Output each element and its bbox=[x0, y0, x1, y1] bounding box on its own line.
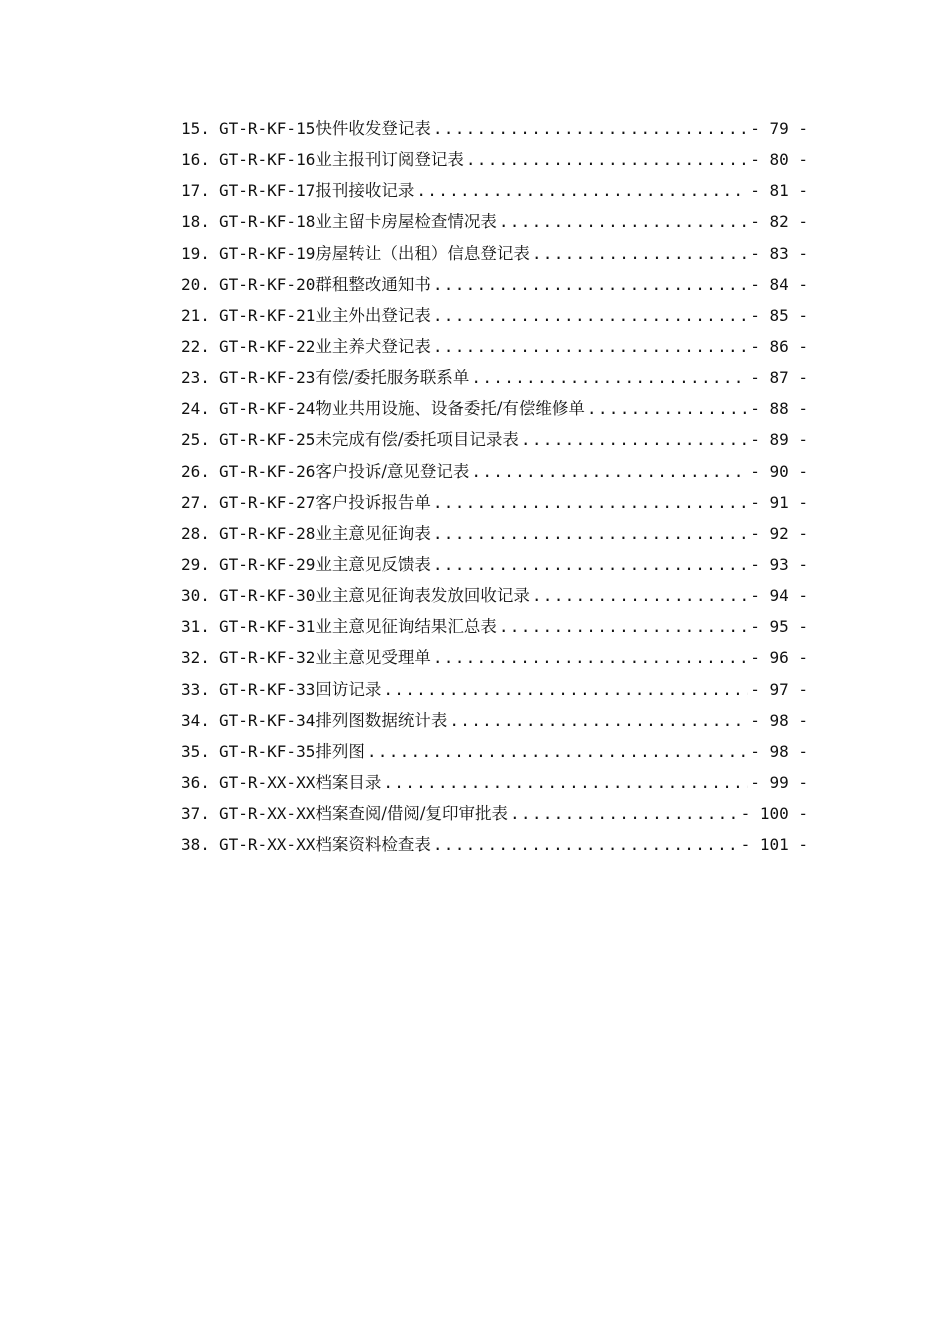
entry-code: GT-R-KF-23 bbox=[219, 368, 316, 388]
table-of-contents bbox=[181, 113, 808, 860]
toc-entry[interactable] bbox=[181, 424, 808, 455]
toc-entry[interactable] bbox=[181, 767, 808, 798]
toc-entry[interactable] bbox=[181, 362, 808, 393]
toc-entry[interactable] bbox=[181, 206, 808, 237]
entry-page: - 90 - bbox=[750, 461, 808, 481]
toc-entry[interactable] bbox=[181, 456, 808, 487]
entry-number: 16. bbox=[181, 150, 210, 170]
entry-title: 档案资料检查表 bbox=[315, 835, 431, 855]
dot-leader bbox=[471, 456, 748, 487]
entry-page: - 99 - bbox=[750, 772, 808, 792]
entry-code: GT-R-KF-25 bbox=[219, 430, 316, 450]
entry-page: - 96 - bbox=[750, 648, 808, 668]
toc-entry[interactable] bbox=[181, 238, 808, 269]
entry-title: 排列图 bbox=[315, 741, 365, 761]
dot-leader bbox=[367, 736, 748, 767]
entry-number: 28. bbox=[181, 523, 210, 543]
dot-leader bbox=[416, 175, 748, 206]
entry-code: GT-R-KF-21 bbox=[219, 305, 316, 325]
entry-number: 18. bbox=[181, 212, 210, 232]
entry-code: GT-R-KF-27 bbox=[219, 492, 316, 512]
entry-title: 业主意见反馈表 bbox=[315, 554, 431, 574]
entry-page: - 94 - bbox=[750, 586, 808, 606]
entry-title: 业主意见征询表 bbox=[315, 523, 431, 543]
dot-leader bbox=[433, 269, 748, 300]
entry-page: - 85 - bbox=[750, 305, 808, 325]
toc-entry[interactable] bbox=[181, 113, 808, 144]
entry-title: 业主意见征询结果汇总表 bbox=[315, 617, 497, 637]
entry-number: 27. bbox=[181, 492, 210, 512]
entry-code: GT-R-XX-XX bbox=[219, 804, 316, 824]
entry-number: 17. bbox=[181, 181, 210, 201]
entry-code: GT-R-KF-33 bbox=[219, 679, 316, 699]
entry-title: 回访记录 bbox=[315, 679, 382, 699]
entry-title: 业主留卡房屋检查情况表 bbox=[315, 212, 497, 232]
entry-page: - 79 - bbox=[750, 119, 808, 138]
entry-page: - 101 - bbox=[740, 835, 808, 855]
dot-leader bbox=[433, 829, 739, 860]
entry-page: - 97 - bbox=[750, 679, 808, 699]
toc-entry[interactable] bbox=[181, 269, 808, 300]
toc-entry[interactable] bbox=[181, 393, 808, 424]
entry-title: 排列图数据统计表 bbox=[315, 710, 448, 730]
entry-code: GT-R-XX-XX bbox=[219, 772, 316, 792]
toc-entry[interactable] bbox=[181, 736, 808, 767]
entry-page: - 81 - bbox=[750, 181, 808, 201]
entry-number: 35. bbox=[181, 741, 210, 761]
toc-entry[interactable] bbox=[181, 331, 808, 362]
entry-page: - 92 - bbox=[750, 523, 808, 543]
entry-title: 报刊接收记录 bbox=[315, 181, 415, 201]
entry-code: GT-R-KF-34 bbox=[219, 710, 316, 730]
entry-number: 23. bbox=[181, 368, 210, 388]
toc-entry[interactable] bbox=[181, 674, 808, 705]
entry-page: - 80 - bbox=[750, 150, 808, 170]
dot-leader bbox=[433, 300, 748, 331]
toc-entry[interactable] bbox=[181, 705, 808, 736]
entry-number: 29. bbox=[181, 554, 210, 574]
entry-title: 档案查阅/借阅/复印审批表 bbox=[315, 804, 508, 824]
dot-leader bbox=[433, 518, 748, 549]
dot-leader bbox=[383, 767, 748, 798]
toc-entry[interactable] bbox=[181, 642, 808, 673]
entry-page: - 87 - bbox=[750, 368, 808, 388]
entry-title: 客户投诉/意见登记表 bbox=[315, 461, 470, 481]
entry-number: 31. bbox=[181, 617, 210, 637]
entry-code: GT-R-KF-32 bbox=[219, 648, 316, 668]
entry-page: - 89 - bbox=[750, 430, 808, 450]
entry-page: - 98 - bbox=[750, 710, 808, 730]
entry-page: - 100 - bbox=[740, 804, 808, 824]
entry-title: 客户投诉报告单 bbox=[315, 492, 431, 512]
entry-title: 业主外出登记表 bbox=[315, 305, 431, 325]
entry-number: 21. bbox=[181, 305, 210, 325]
dot-leader bbox=[449, 705, 748, 736]
entry-number: 36. bbox=[181, 772, 210, 792]
entry-title: 业主意见征询表发放回收记录 bbox=[315, 586, 530, 606]
entry-number: 30. bbox=[181, 586, 210, 606]
entry-page: - 98 - bbox=[750, 741, 808, 761]
entry-code: GT-R-KF-31 bbox=[219, 617, 316, 637]
entry-number: 20. bbox=[181, 274, 210, 294]
entry-code: GT-R-KF-17 bbox=[219, 181, 316, 201]
entry-title: 档案目录 bbox=[315, 772, 382, 792]
entry-number: 22. bbox=[181, 336, 210, 356]
entry-number: 26. bbox=[181, 461, 210, 481]
entry-title: 未完成有偿/委托项目记录表 bbox=[315, 430, 519, 450]
entry-title: 房屋转让（出租）信息登记表 bbox=[315, 243, 530, 263]
entry-code: GT-R-KF-26 bbox=[219, 461, 316, 481]
entry-number: 24. bbox=[181, 399, 210, 419]
dot-leader bbox=[499, 611, 748, 642]
entry-number: 38. bbox=[181, 835, 210, 855]
dot-leader bbox=[532, 580, 748, 611]
entry-code: GT-R-KF-29 bbox=[219, 554, 316, 574]
dot-leader bbox=[510, 798, 739, 829]
entry-code: GT-R-KF-24 bbox=[219, 399, 316, 419]
toc-entry[interactable] bbox=[181, 798, 808, 829]
entry-title: 业主报刊订阅登记表 bbox=[315, 150, 464, 170]
entry-page: - 88 - bbox=[750, 399, 808, 419]
dot-leader bbox=[466, 144, 748, 175]
entry-number: 19. bbox=[181, 243, 210, 263]
entry-title: 业主养犬登记表 bbox=[315, 336, 431, 356]
dot-leader bbox=[433, 113, 748, 144]
entry-code: GT-R-KF-15 bbox=[219, 119, 316, 138]
entry-code: GT-R-KF-22 bbox=[219, 336, 316, 356]
toc-entry[interactable] bbox=[181, 829, 808, 860]
entry-code: GT-R-KF-35 bbox=[219, 741, 316, 761]
entry-number: 34. bbox=[181, 710, 210, 730]
entry-number: 32. bbox=[181, 648, 210, 668]
entry-page: - 93 - bbox=[750, 554, 808, 574]
entry-number: 15. bbox=[181, 119, 210, 138]
toc-entry[interactable] bbox=[181, 300, 808, 331]
entry-number: 33. bbox=[181, 679, 210, 699]
entry-number: 37. bbox=[181, 804, 210, 824]
toc-entry[interactable] bbox=[181, 549, 808, 580]
entry-code: GT-R-KF-16 bbox=[219, 150, 316, 170]
entry-code: GT-R-XX-XX bbox=[219, 835, 316, 855]
entry-code: GT-R-KF-28 bbox=[219, 523, 316, 543]
entry-page: - 95 - bbox=[750, 617, 808, 637]
dot-leader bbox=[383, 674, 748, 705]
entry-page: - 83 - bbox=[750, 243, 808, 263]
toc-entry[interactable] bbox=[181, 487, 808, 518]
entry-title: 有偿/委托服务联系单 bbox=[315, 368, 470, 388]
dot-leader bbox=[587, 393, 748, 424]
entry-title: 业主意见受理单 bbox=[315, 648, 431, 668]
dot-leader bbox=[433, 549, 748, 580]
toc-entry[interactable] bbox=[181, 611, 808, 642]
dot-leader bbox=[499, 206, 748, 237]
dot-leader bbox=[521, 424, 748, 455]
entry-title: 物业共用设施、设备委托/有偿维修单 bbox=[315, 399, 585, 419]
entry-page: - 84 - bbox=[750, 274, 808, 294]
entry-page: - 86 - bbox=[750, 336, 808, 356]
entry-code: GT-R-KF-30 bbox=[219, 586, 316, 606]
dot-leader bbox=[433, 642, 748, 673]
entry-page: - 82 - bbox=[750, 212, 808, 232]
toc-entry[interactable] bbox=[181, 175, 808, 206]
entry-code: GT-R-KF-20 bbox=[219, 274, 316, 294]
toc-entry[interactable] bbox=[181, 580, 808, 611]
toc-entry[interactable] bbox=[181, 144, 808, 175]
dot-leader bbox=[471, 362, 748, 393]
entry-code: GT-R-KF-19 bbox=[219, 243, 316, 263]
dot-leader bbox=[433, 487, 748, 518]
entry-code: GT-R-KF-18 bbox=[219, 212, 316, 232]
dot-leader bbox=[433, 331, 748, 362]
entry-page: - 91 - bbox=[750, 492, 808, 512]
entry-title: 快件收发登记表 bbox=[315, 119, 431, 138]
toc-entry[interactable] bbox=[181, 518, 808, 549]
dot-leader bbox=[532, 238, 748, 269]
entry-number: 25. bbox=[181, 430, 210, 450]
entry-title: 群租整改通知书 bbox=[315, 274, 431, 294]
